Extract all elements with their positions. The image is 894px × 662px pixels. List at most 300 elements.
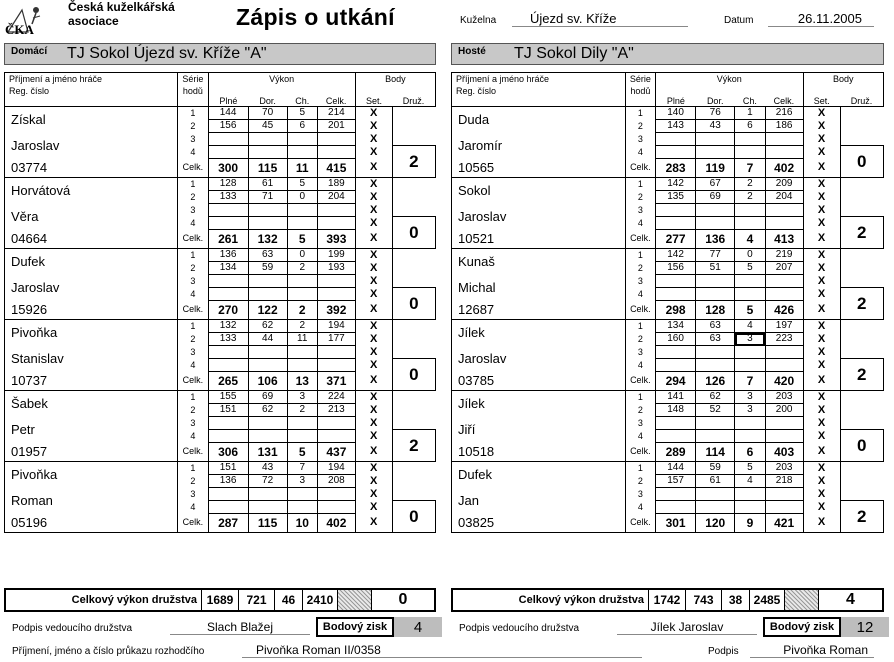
home-set-mark[interactable]: X	[355, 462, 392, 475]
guest-set-mark[interactable]: X	[803, 275, 840, 288]
guest-score-cell[interactable]: 157	[656, 475, 696, 488]
home-score-cell[interactable]	[317, 204, 355, 217]
home-score-cell[interactable]: 261	[208, 230, 248, 249]
guest-player-first[interactable]: Michal	[452, 275, 626, 301]
home-score-cell[interactable]: 5	[287, 443, 317, 462]
home-score-cell[interactable]: 194	[317, 462, 355, 475]
guest-score-cell[interactable]	[765, 288, 803, 301]
guest-score-cell[interactable]: 61	[696, 475, 735, 488]
home-score-cell[interactable]: 177	[317, 333, 355, 346]
home-score-cell[interactable]	[287, 217, 317, 230]
guest-score-cell[interactable]	[735, 217, 765, 230]
home-score-cell[interactable]	[287, 501, 317, 514]
home-score-cell[interactable]: 265	[208, 372, 248, 391]
home-set-mark[interactable]: X	[355, 159, 392, 178]
home-score-cell[interactable]	[208, 275, 248, 288]
home-score-cell[interactable]: 133	[208, 191, 248, 204]
guest-score-cell[interactable]: 141	[656, 391, 696, 404]
home-score-cell[interactable]: 136	[208, 475, 248, 488]
guest-score-cell[interactable]: 421	[765, 514, 803, 533]
guest-player-reg[interactable]: 03825	[452, 514, 626, 533]
guest-score-cell[interactable]	[735, 204, 765, 217]
home-player-points[interactable]: 0	[392, 217, 435, 249]
home-score-cell[interactable]	[208, 417, 248, 430]
kuzelna-field[interactable]: Újezd sv. Kříže	[512, 11, 688, 27]
guest-score-cell[interactable]: 2	[735, 191, 765, 204]
home-player-first[interactable]: Roman	[5, 488, 178, 514]
guest-score-cell[interactable]: 277	[656, 230, 696, 249]
home-player-reg[interactable]: 03774	[5, 159, 178, 178]
home-player-points[interactable]: 0	[392, 359, 435, 391]
home-score-cell[interactable]: 6	[287, 120, 317, 133]
home-set-mark[interactable]: X	[355, 488, 392, 501]
home-score-cell[interactable]: 392	[317, 301, 355, 320]
guest-score-cell[interactable]: 128	[696, 301, 735, 320]
guest-score-cell[interactable]: 420	[765, 372, 803, 391]
podpis-field[interactable]: Pivoňka Roman	[750, 643, 874, 658]
guest-player-last[interactable]: Duda	[452, 107, 626, 133]
guest-score-cell[interactable]: 1	[735, 107, 765, 120]
guest-score-cell[interactable]	[656, 217, 696, 230]
home-score-cell[interactable]	[317, 488, 355, 501]
guest-player-last[interactable]: Sokol	[452, 178, 626, 204]
guest-set-mark[interactable]: X	[803, 417, 840, 430]
guest-score-cell[interactable]	[765, 488, 803, 501]
home-player-points[interactable]: 2	[392, 146, 435, 178]
home-score-cell[interactable]: 44	[248, 333, 287, 346]
home-score-cell[interactable]: 371	[317, 372, 355, 391]
home-score-cell[interactable]: 0	[287, 249, 317, 262]
home-score-cell[interactable]: 306	[208, 443, 248, 462]
home-player-first[interactable]: Jaroslav	[5, 275, 178, 301]
home-player-last[interactable]: Získal	[5, 107, 178, 133]
guest-score-cell[interactable]: 4	[735, 320, 765, 333]
home-score-cell[interactable]	[208, 288, 248, 301]
guest-set-mark[interactable]: X	[803, 320, 840, 333]
referee-field[interactable]: Pivoňka Roman II/0358	[242, 643, 642, 658]
guest-set-mark[interactable]: X	[803, 475, 840, 488]
guest-player-reg[interactable]: 10521	[452, 230, 626, 249]
home-player-points[interactable]: 0	[392, 288, 435, 320]
guest-player-last[interactable]: Dufek	[452, 462, 626, 488]
home-set-mark[interactable]: X	[355, 443, 392, 462]
home-score-cell[interactable]: 2	[287, 262, 317, 275]
guest-score-cell[interactable]	[696, 133, 735, 146]
home-score-cell[interactable]: 70	[248, 107, 287, 120]
home-score-cell[interactable]: 59	[248, 262, 287, 275]
guest-score-cell[interactable]: 5	[735, 462, 765, 475]
guest-set-mark[interactable]: X	[803, 107, 840, 120]
home-set-mark[interactable]: X	[355, 501, 392, 514]
guest-set-mark[interactable]: X	[803, 430, 840, 443]
guest-score-cell[interactable]: 77	[696, 249, 735, 262]
guest-score-cell[interactable]: 5	[735, 301, 765, 320]
home-score-cell[interactable]: 287	[208, 514, 248, 533]
home-set-mark[interactable]: X	[355, 372, 392, 391]
guest-score-cell[interactable]: 3	[735, 404, 765, 417]
guest-score-cell[interactable]	[765, 346, 803, 359]
home-score-cell[interactable]	[317, 346, 355, 359]
home-score-cell[interactable]: 62	[248, 404, 287, 417]
guest-set-mark[interactable]: X	[803, 120, 840, 133]
guest-set-mark[interactable]: X	[803, 443, 840, 462]
home-set-mark[interactable]: X	[355, 217, 392, 230]
guest-score-cell[interactable]: 283	[656, 159, 696, 178]
guest-score-cell[interactable]	[735, 488, 765, 501]
guest-score-cell[interactable]: 43	[696, 120, 735, 133]
guest-player-reg[interactable]: 12687	[452, 301, 626, 320]
home-score-cell[interactable]: 43	[248, 462, 287, 475]
home-set-mark[interactable]: X	[355, 275, 392, 288]
guest-player-points[interactable]: 2	[840, 217, 884, 249]
guest-player-points[interactable]: 0	[840, 430, 884, 462]
home-player-reg[interactable]: 01957	[5, 443, 178, 462]
home-score-cell[interactable]: 63	[248, 249, 287, 262]
guest-score-cell[interactable]	[656, 275, 696, 288]
guest-score-cell[interactable]	[696, 488, 735, 501]
guest-score-cell[interactable]: 218	[765, 475, 803, 488]
guest-score-cell[interactable]	[696, 204, 735, 217]
guest-score-cell[interactable]	[656, 359, 696, 372]
home-score-cell[interactable]: 11	[287, 159, 317, 178]
guest-score-cell[interactable]	[765, 359, 803, 372]
guest-set-mark[interactable]: X	[803, 301, 840, 320]
guest-player-first[interactable]: Jaroslav	[452, 204, 626, 230]
home-set-mark[interactable]: X	[355, 320, 392, 333]
home-score-cell[interactable]: 213	[317, 404, 355, 417]
guest-set-mark[interactable]: X	[803, 178, 840, 191]
home-score-cell[interactable]	[248, 488, 287, 501]
home-score-cell[interactable]: 134	[208, 262, 248, 275]
home-score-cell[interactable]	[317, 275, 355, 288]
home-player-first[interactable]: Petr	[5, 417, 178, 443]
home-score-cell[interactable]	[248, 430, 287, 443]
home-set-mark[interactable]: X	[355, 514, 392, 533]
guest-score-cell[interactable]	[696, 430, 735, 443]
guest-score-cell[interactable]	[696, 346, 735, 359]
guest-set-mark[interactable]: X	[803, 230, 840, 249]
guest-set-mark[interactable]: X	[803, 391, 840, 404]
guest-score-cell[interactable]: 9	[735, 514, 765, 533]
guest-score-cell[interactable]	[696, 275, 735, 288]
guest-player-last[interactable]: Kunaš	[452, 249, 626, 275]
home-score-cell[interactable]	[208, 217, 248, 230]
guest-score-cell[interactable]: 126	[696, 372, 735, 391]
guest-score-cell[interactable]: 6	[735, 443, 765, 462]
guest-score-cell[interactable]: 62	[696, 391, 735, 404]
guest-set-mark[interactable]: X	[803, 404, 840, 417]
home-score-cell[interactable]: 133	[208, 333, 248, 346]
guest-score-cell[interactable]: 402	[765, 159, 803, 178]
home-score-cell[interactable]: 270	[208, 301, 248, 320]
guest-set-mark[interactable]: X	[803, 191, 840, 204]
guest-score-cell[interactable]: 301	[656, 514, 696, 533]
home-score-cell[interactable]: 393	[317, 230, 355, 249]
home-score-cell[interactable]	[208, 501, 248, 514]
guest-score-cell[interactable]: 3	[735, 333, 765, 346]
home-score-cell[interactable]	[248, 288, 287, 301]
guest-score-cell[interactable]	[656, 346, 696, 359]
home-score-cell[interactable]	[317, 146, 355, 159]
home-score-cell[interactable]: 115	[248, 159, 287, 178]
home-score-cell[interactable]: 62	[248, 320, 287, 333]
guest-set-mark[interactable]: X	[803, 249, 840, 262]
guest-score-cell[interactable]: 119	[696, 159, 735, 178]
home-set-mark[interactable]: X	[355, 120, 392, 133]
guest-score-cell[interactable]: 426	[765, 301, 803, 320]
home-set-mark[interactable]: X	[355, 133, 392, 146]
home-score-cell[interactable]	[248, 501, 287, 514]
guest-score-cell[interactable]	[656, 146, 696, 159]
home-score-cell[interactable]: 144	[208, 107, 248, 120]
home-score-cell[interactable]	[248, 359, 287, 372]
home-score-cell[interactable]: 13	[287, 372, 317, 391]
guest-score-cell[interactable]	[696, 146, 735, 159]
guest-set-mark[interactable]: X	[803, 204, 840, 217]
guest-score-cell[interactable]: 59	[696, 462, 735, 475]
guest-player-last[interactable]: Jílek	[452, 320, 626, 346]
guest-score-cell[interactable]: 156	[656, 262, 696, 275]
guest-score-cell[interactable]: 76	[696, 107, 735, 120]
home-score-cell[interactable]: 201	[317, 120, 355, 133]
guest-score-cell[interactable]: 298	[656, 301, 696, 320]
guest-score-cell[interactable]: 67	[696, 178, 735, 191]
guest-score-cell[interactable]: 4	[735, 475, 765, 488]
guest-score-cell[interactable]	[765, 204, 803, 217]
home-player-first[interactable]: Věra	[5, 204, 178, 230]
home-score-cell[interactable]: 5	[287, 230, 317, 249]
guest-set-mark[interactable]: X	[803, 514, 840, 533]
home-set-mark[interactable]: X	[355, 191, 392, 204]
guest-set-mark[interactable]: X	[803, 133, 840, 146]
guest-score-cell[interactable]	[735, 430, 765, 443]
home-set-mark[interactable]: X	[355, 404, 392, 417]
guest-score-cell[interactable]: 223	[765, 333, 803, 346]
home-score-cell[interactable]	[287, 488, 317, 501]
home-player-first[interactable]: Stanislav	[5, 346, 178, 372]
guest-score-cell[interactable]	[765, 217, 803, 230]
guest-set-mark[interactable]: X	[803, 488, 840, 501]
guest-score-cell[interactable]: 120	[696, 514, 735, 533]
home-score-cell[interactable]	[317, 217, 355, 230]
guest-score-cell[interactable]: 207	[765, 262, 803, 275]
home-score-cell[interactable]: 214	[317, 107, 355, 120]
home-score-cell[interactable]	[248, 346, 287, 359]
home-score-cell[interactable]	[287, 359, 317, 372]
home-score-cell[interactable]	[208, 146, 248, 159]
home-score-cell[interactable]: 131	[248, 443, 287, 462]
guest-score-cell[interactable]	[656, 133, 696, 146]
guest-score-cell[interactable]: 0	[735, 249, 765, 262]
home-score-cell[interactable]	[208, 488, 248, 501]
home-player-points[interactable]: 2	[392, 430, 435, 462]
home-score-cell[interactable]	[287, 133, 317, 146]
home-score-cell[interactable]: 194	[317, 320, 355, 333]
guest-score-cell[interactable]	[656, 430, 696, 443]
home-player-last[interactable]: Dufek	[5, 249, 178, 275]
home-score-cell[interactable]: 224	[317, 391, 355, 404]
guest-player-points[interactable]: 2	[840, 501, 884, 533]
guest-set-mark[interactable]: X	[803, 372, 840, 391]
guest-score-cell[interactable]: 63	[696, 320, 735, 333]
guest-player-reg[interactable]: 10565	[452, 159, 626, 178]
guest-player-points[interactable]: 2	[840, 359, 884, 391]
guest-score-cell[interactable]	[735, 133, 765, 146]
guest-score-cell[interactable]	[696, 217, 735, 230]
home-set-mark[interactable]: X	[355, 107, 392, 120]
guest-score-cell[interactable]	[656, 417, 696, 430]
home-score-cell[interactable]	[287, 417, 317, 430]
home-score-cell[interactable]	[248, 204, 287, 217]
guest-captain[interactable]: Jílek Jaroslav	[617, 620, 757, 635]
home-score-cell[interactable]	[287, 204, 317, 217]
home-score-cell[interactable]	[317, 133, 355, 146]
home-player-reg[interactable]: 15926	[5, 301, 178, 320]
guest-score-cell[interactable]: 63	[696, 333, 735, 346]
guest-set-mark[interactable]: X	[803, 288, 840, 301]
home-score-cell[interactable]	[317, 501, 355, 514]
guest-score-cell[interactable]	[765, 146, 803, 159]
home-score-cell[interactable]: 122	[248, 301, 287, 320]
guest-score-cell[interactable]	[696, 501, 735, 514]
guest-player-first[interactable]: Jan	[452, 488, 626, 514]
home-score-cell[interactable]	[208, 430, 248, 443]
home-score-cell[interactable]: 189	[317, 178, 355, 191]
guest-score-cell[interactable]	[765, 275, 803, 288]
home-score-cell[interactable]	[317, 288, 355, 301]
home-set-mark[interactable]: X	[355, 333, 392, 346]
guest-player-first[interactable]: Jiří	[452, 417, 626, 443]
guest-score-cell[interactable]: 294	[656, 372, 696, 391]
guest-score-cell[interactable]	[656, 204, 696, 217]
home-score-cell[interactable]: 7	[287, 462, 317, 475]
home-score-cell[interactable]: 151	[208, 404, 248, 417]
home-score-cell[interactable]: 151	[208, 462, 248, 475]
home-score-cell[interactable]: 11	[287, 333, 317, 346]
home-score-cell[interactable]: 156	[208, 120, 248, 133]
home-player-reg[interactable]: 04664	[5, 230, 178, 249]
guest-score-cell[interactable]: 413	[765, 230, 803, 249]
guest-score-cell[interactable]: 148	[656, 404, 696, 417]
guest-score-cell[interactable]	[696, 288, 735, 301]
home-captain[interactable]: Slach Blažej	[170, 620, 310, 635]
datum-field[interactable]: 26.11.2005	[768, 11, 874, 27]
guest-score-cell[interactable]: 219	[765, 249, 803, 262]
guest-score-cell[interactable]: 200	[765, 404, 803, 417]
guest-score-cell[interactable]: 403	[765, 443, 803, 462]
home-set-mark[interactable]: X	[355, 346, 392, 359]
home-player-last[interactable]: Šabek	[5, 391, 178, 417]
home-score-cell[interactable]	[287, 430, 317, 443]
guest-score-cell[interactable]	[735, 146, 765, 159]
home-set-mark[interactable]: X	[355, 204, 392, 217]
home-score-cell[interactable]: 61	[248, 178, 287, 191]
home-score-cell[interactable]: 5	[287, 178, 317, 191]
guest-score-cell[interactable]: 140	[656, 107, 696, 120]
guest-score-cell[interactable]: 203	[765, 391, 803, 404]
guest-score-cell[interactable]: 143	[656, 120, 696, 133]
guest-score-cell[interactable]	[765, 417, 803, 430]
guest-score-cell[interactable]: 4	[735, 230, 765, 249]
home-set-mark[interactable]: X	[355, 391, 392, 404]
home-set-mark[interactable]: X	[355, 301, 392, 320]
guest-score-cell[interactable]: 160	[656, 333, 696, 346]
home-player-reg[interactable]: 10737	[5, 372, 178, 391]
home-score-cell[interactable]: 106	[248, 372, 287, 391]
home-score-cell[interactable]: 3	[287, 475, 317, 488]
guest-score-cell[interactable]: 2	[735, 178, 765, 191]
home-score-cell[interactable]: 115	[248, 514, 287, 533]
guest-score-cell[interactable]	[765, 133, 803, 146]
guest-player-reg[interactable]: 03785	[452, 372, 626, 391]
home-score-cell[interactable]: 193	[317, 262, 355, 275]
home-score-cell[interactable]	[248, 217, 287, 230]
guest-score-cell[interactable]: 69	[696, 191, 735, 204]
guest-score-cell[interactable]: 197	[765, 320, 803, 333]
home-score-cell[interactable]: 3	[287, 391, 317, 404]
guest-score-cell[interactable]: 142	[656, 249, 696, 262]
guest-score-cell[interactable]: 142	[656, 178, 696, 191]
home-set-mark[interactable]: X	[355, 430, 392, 443]
home-player-last[interactable]: Horvátová	[5, 178, 178, 204]
guest-player-first[interactable]: Jaroslav	[452, 346, 626, 372]
home-score-cell[interactable]: 437	[317, 443, 355, 462]
home-score-cell[interactable]	[287, 275, 317, 288]
guest-score-cell[interactable]: 134	[656, 320, 696, 333]
guest-score-cell[interactable]	[765, 501, 803, 514]
home-score-cell[interactable]	[248, 146, 287, 159]
guest-player-reg[interactable]: 10518	[452, 443, 626, 462]
home-score-cell[interactable]: 132	[248, 230, 287, 249]
home-score-cell[interactable]: 45	[248, 120, 287, 133]
guest-player-points[interactable]: 0	[840, 146, 884, 178]
guest-score-cell[interactable]: 7	[735, 372, 765, 391]
guest-score-cell[interactable]	[656, 288, 696, 301]
guest-score-cell[interactable]: 52	[696, 404, 735, 417]
home-set-mark[interactable]: X	[355, 359, 392, 372]
guest-score-cell[interactable]	[735, 417, 765, 430]
home-score-cell[interactable]: 208	[317, 475, 355, 488]
guest-score-cell[interactable]: 3	[735, 391, 765, 404]
home-player-last[interactable]: Pivoňka	[5, 462, 178, 488]
home-score-cell[interactable]: 155	[208, 391, 248, 404]
home-player-first[interactable]: Jaroslav	[5, 133, 178, 159]
home-score-cell[interactable]: 71	[248, 191, 287, 204]
home-score-cell[interactable]	[248, 417, 287, 430]
guest-score-cell[interactable]: 7	[735, 159, 765, 178]
home-set-mark[interactable]: X	[355, 178, 392, 191]
home-score-cell[interactable]: 204	[317, 191, 355, 204]
home-score-cell[interactable]	[287, 288, 317, 301]
home-player-points[interactable]: 0	[392, 501, 435, 533]
home-player-reg[interactable]: 05196	[5, 514, 178, 533]
home-score-cell[interactable]	[208, 204, 248, 217]
guest-set-mark[interactable]: X	[803, 217, 840, 230]
home-set-mark[interactable]: X	[355, 230, 392, 249]
home-score-cell[interactable]: 136	[208, 249, 248, 262]
guest-set-mark[interactable]: X	[803, 262, 840, 275]
guest-score-cell[interactable]	[735, 288, 765, 301]
home-score-cell[interactable]: 72	[248, 475, 287, 488]
guest-score-cell[interactable]: 289	[656, 443, 696, 462]
guest-player-points[interactable]: 2	[840, 288, 884, 320]
home-score-cell[interactable]	[208, 133, 248, 146]
guest-score-cell[interactable]	[735, 346, 765, 359]
guest-score-cell[interactable]: 6	[735, 120, 765, 133]
guest-score-cell[interactable]: 136	[696, 230, 735, 249]
home-score-cell[interactable]	[287, 146, 317, 159]
guest-set-mark[interactable]: X	[803, 333, 840, 346]
